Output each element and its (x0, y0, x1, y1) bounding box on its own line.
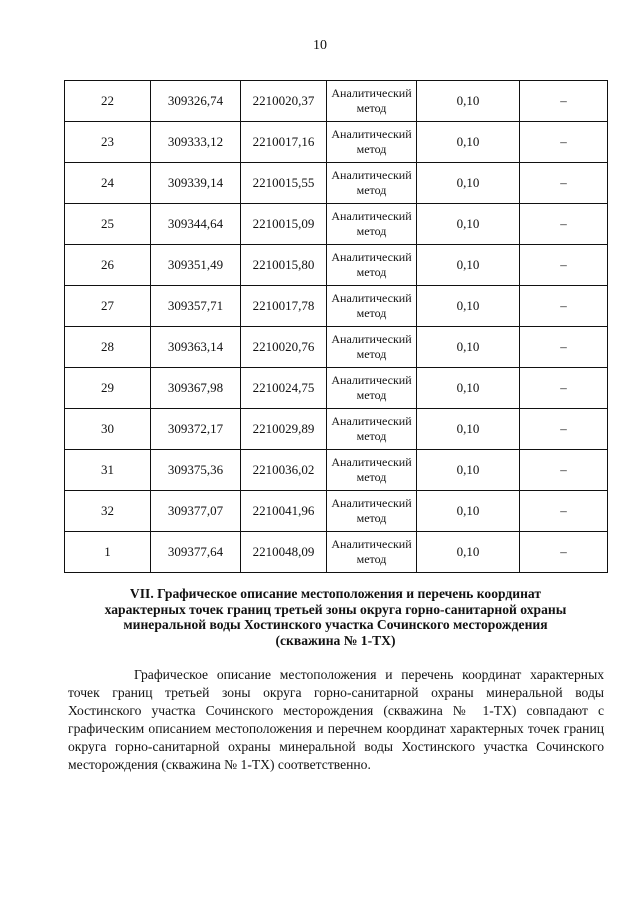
method-text: метод (356, 429, 387, 443)
method-text: Аналитический (331, 209, 412, 223)
method-text: Аналитический (331, 168, 412, 182)
table-row (65, 204, 608, 245)
y-coordinate-cell: 2210020,37 (241, 81, 327, 122)
error-cell: 0,10 (417, 204, 520, 245)
dash-cell: – (520, 204, 608, 245)
error-cell: 0,10 (417, 122, 520, 163)
method-cell (327, 532, 417, 573)
method-cell (327, 245, 417, 286)
coordinates-table (64, 80, 608, 573)
method-cell (327, 163, 417, 204)
table-row (65, 327, 608, 368)
point-number-cell: 31 (65, 450, 151, 491)
method-text: метод (356, 347, 387, 361)
dash-cell: – (520, 245, 608, 286)
point-number-cell: 25 (65, 204, 151, 245)
dash-cell: – (520, 327, 608, 368)
error-cell: 0,10 (417, 163, 520, 204)
method-text: метод (356, 142, 387, 156)
table-row (65, 368, 608, 409)
method-text: метод (356, 388, 387, 402)
x-coordinate-cell: 309375,36 (151, 450, 241, 491)
point-number-cell: 32 (65, 491, 151, 532)
point-number-cell: 1 (65, 532, 151, 573)
method-text: метод (356, 101, 387, 115)
y-coordinate-cell: 2210041,96 (241, 491, 327, 532)
method-cell (327, 327, 417, 368)
table-row (65, 163, 608, 204)
y-coordinate-cell: 2210029,89 (241, 409, 327, 450)
method-cell (327, 81, 417, 122)
x-coordinate-cell: 309344,64 (151, 204, 241, 245)
method-text: Аналитический (331, 291, 412, 305)
page-number: 10 (313, 38, 327, 53)
method-cell (327, 122, 417, 163)
method-text: Аналитический (331, 455, 412, 469)
point-number-cell: 29 (65, 368, 151, 409)
error-cell: 0,10 (417, 81, 520, 122)
point-number-cell: 27 (65, 286, 151, 327)
method-text: Аналитический (331, 250, 412, 264)
method-text: метод (356, 552, 387, 566)
method-text: Аналитический (331, 496, 412, 510)
method-cell (327, 204, 417, 245)
table-row (65, 122, 608, 163)
point-number-cell: 30 (65, 409, 151, 450)
x-coordinate-cell: 309357,71 (151, 286, 241, 327)
y-coordinate-cell: 2210048,09 (241, 532, 327, 573)
section-heading-line: минеральной воды Хостинского участка Сочинского месторождения (123, 617, 548, 632)
method-cell (327, 409, 417, 450)
method-cell (327, 450, 417, 491)
x-coordinate-cell: 309367,98 (151, 368, 241, 409)
method-cell (327, 286, 417, 327)
y-coordinate-cell: 2210015,80 (241, 245, 327, 286)
table-row (65, 491, 608, 532)
error-cell: 0,10 (417, 368, 520, 409)
dash-cell: – (520, 368, 608, 409)
method-text: Аналитический (331, 537, 412, 551)
method-text: Аналитический (331, 86, 412, 100)
x-coordinate-cell: 309351,49 (151, 245, 241, 286)
table-row (65, 532, 608, 573)
section-body-paragraph: Графическое описание местоположения и перечень координат характерных точек границ третьей зоны округа горно-санитарной охраны минеральной воды Хостинского участка Сочинского месторождения (скважина № 1-ТХ) совпадают с графическим описанием местоположения и перечнем координат характерных точек границ округа горно-санитарной охраны минеральной воды Хостинского участка Сочинского месторождения (скважина № 1-ТХ) соответственно. (68, 667, 604, 772)
x-coordinate-cell: 309339,14 (151, 163, 241, 204)
dash-cell: – (520, 532, 608, 573)
x-coordinate-cell: 309377,64 (151, 532, 241, 573)
section-heading (64, 586, 607, 648)
point-number-cell: 23 (65, 122, 151, 163)
dash-cell: – (520, 409, 608, 450)
method-text: Аналитический (331, 373, 412, 387)
dash-cell: – (520, 286, 608, 327)
point-number-cell: 22 (65, 81, 151, 122)
table-row (65, 286, 608, 327)
section-heading-line: характерных точек границ третьей зоны округа горно-санитарной охраны (104, 601, 567, 617)
dash-cell: – (520, 163, 608, 204)
method-text: Аналитический (331, 414, 412, 428)
method-text: метод (356, 265, 387, 279)
y-coordinate-cell: 2210020,76 (241, 327, 327, 368)
table-row (65, 409, 608, 450)
x-coordinate-cell: 309333,12 (151, 122, 241, 163)
coordinates-table-body (65, 81, 608, 573)
y-coordinate-cell: 2210015,09 (241, 204, 327, 245)
point-number-cell: 28 (65, 327, 151, 368)
y-coordinate-cell: 2210015,55 (241, 163, 327, 204)
error-cell: 0,10 (417, 327, 520, 368)
method-text: метод (356, 224, 387, 238)
x-coordinate-cell: 309363,14 (151, 327, 241, 368)
error-cell: 0,10 (417, 409, 520, 450)
method-cell (327, 368, 417, 409)
table-row (65, 450, 608, 491)
point-number-cell: 26 (65, 245, 151, 286)
method-text: метод (356, 511, 387, 525)
method-cell (327, 491, 417, 532)
dash-cell: – (520, 81, 608, 122)
section-heading-line: VII. Графическое описание местоположения и перечень координат (129, 586, 542, 601)
method-text: метод (356, 306, 387, 320)
table-row (65, 81, 608, 122)
method-text: метод (356, 183, 387, 197)
error-cell: 0,10 (417, 450, 520, 491)
y-coordinate-cell: 2210036,02 (241, 450, 327, 491)
x-coordinate-cell: 309372,17 (151, 409, 241, 450)
error-cell: 0,10 (417, 532, 520, 573)
error-cell: 0,10 (417, 491, 520, 532)
table-row (65, 245, 608, 286)
section-heading-line: (скважина № 1-ТХ) (275, 632, 396, 648)
y-coordinate-cell: 2210024,75 (241, 368, 327, 409)
x-coordinate-cell: 309326,74 (151, 81, 241, 122)
dash-cell: – (520, 450, 608, 491)
y-coordinate-cell: 2210017,16 (241, 122, 327, 163)
y-coordinate-cell: 2210017,78 (241, 286, 327, 327)
error-cell: 0,10 (417, 286, 520, 327)
error-cell: 0,10 (417, 245, 520, 286)
method-text: Аналитический (331, 127, 412, 141)
x-coordinate-cell: 309377,07 (151, 491, 241, 532)
dash-cell: – (520, 491, 608, 532)
point-number-cell: 24 (65, 163, 151, 204)
method-text: метод (356, 470, 387, 484)
dash-cell: – (520, 122, 608, 163)
method-text: Аналитический (331, 332, 412, 346)
